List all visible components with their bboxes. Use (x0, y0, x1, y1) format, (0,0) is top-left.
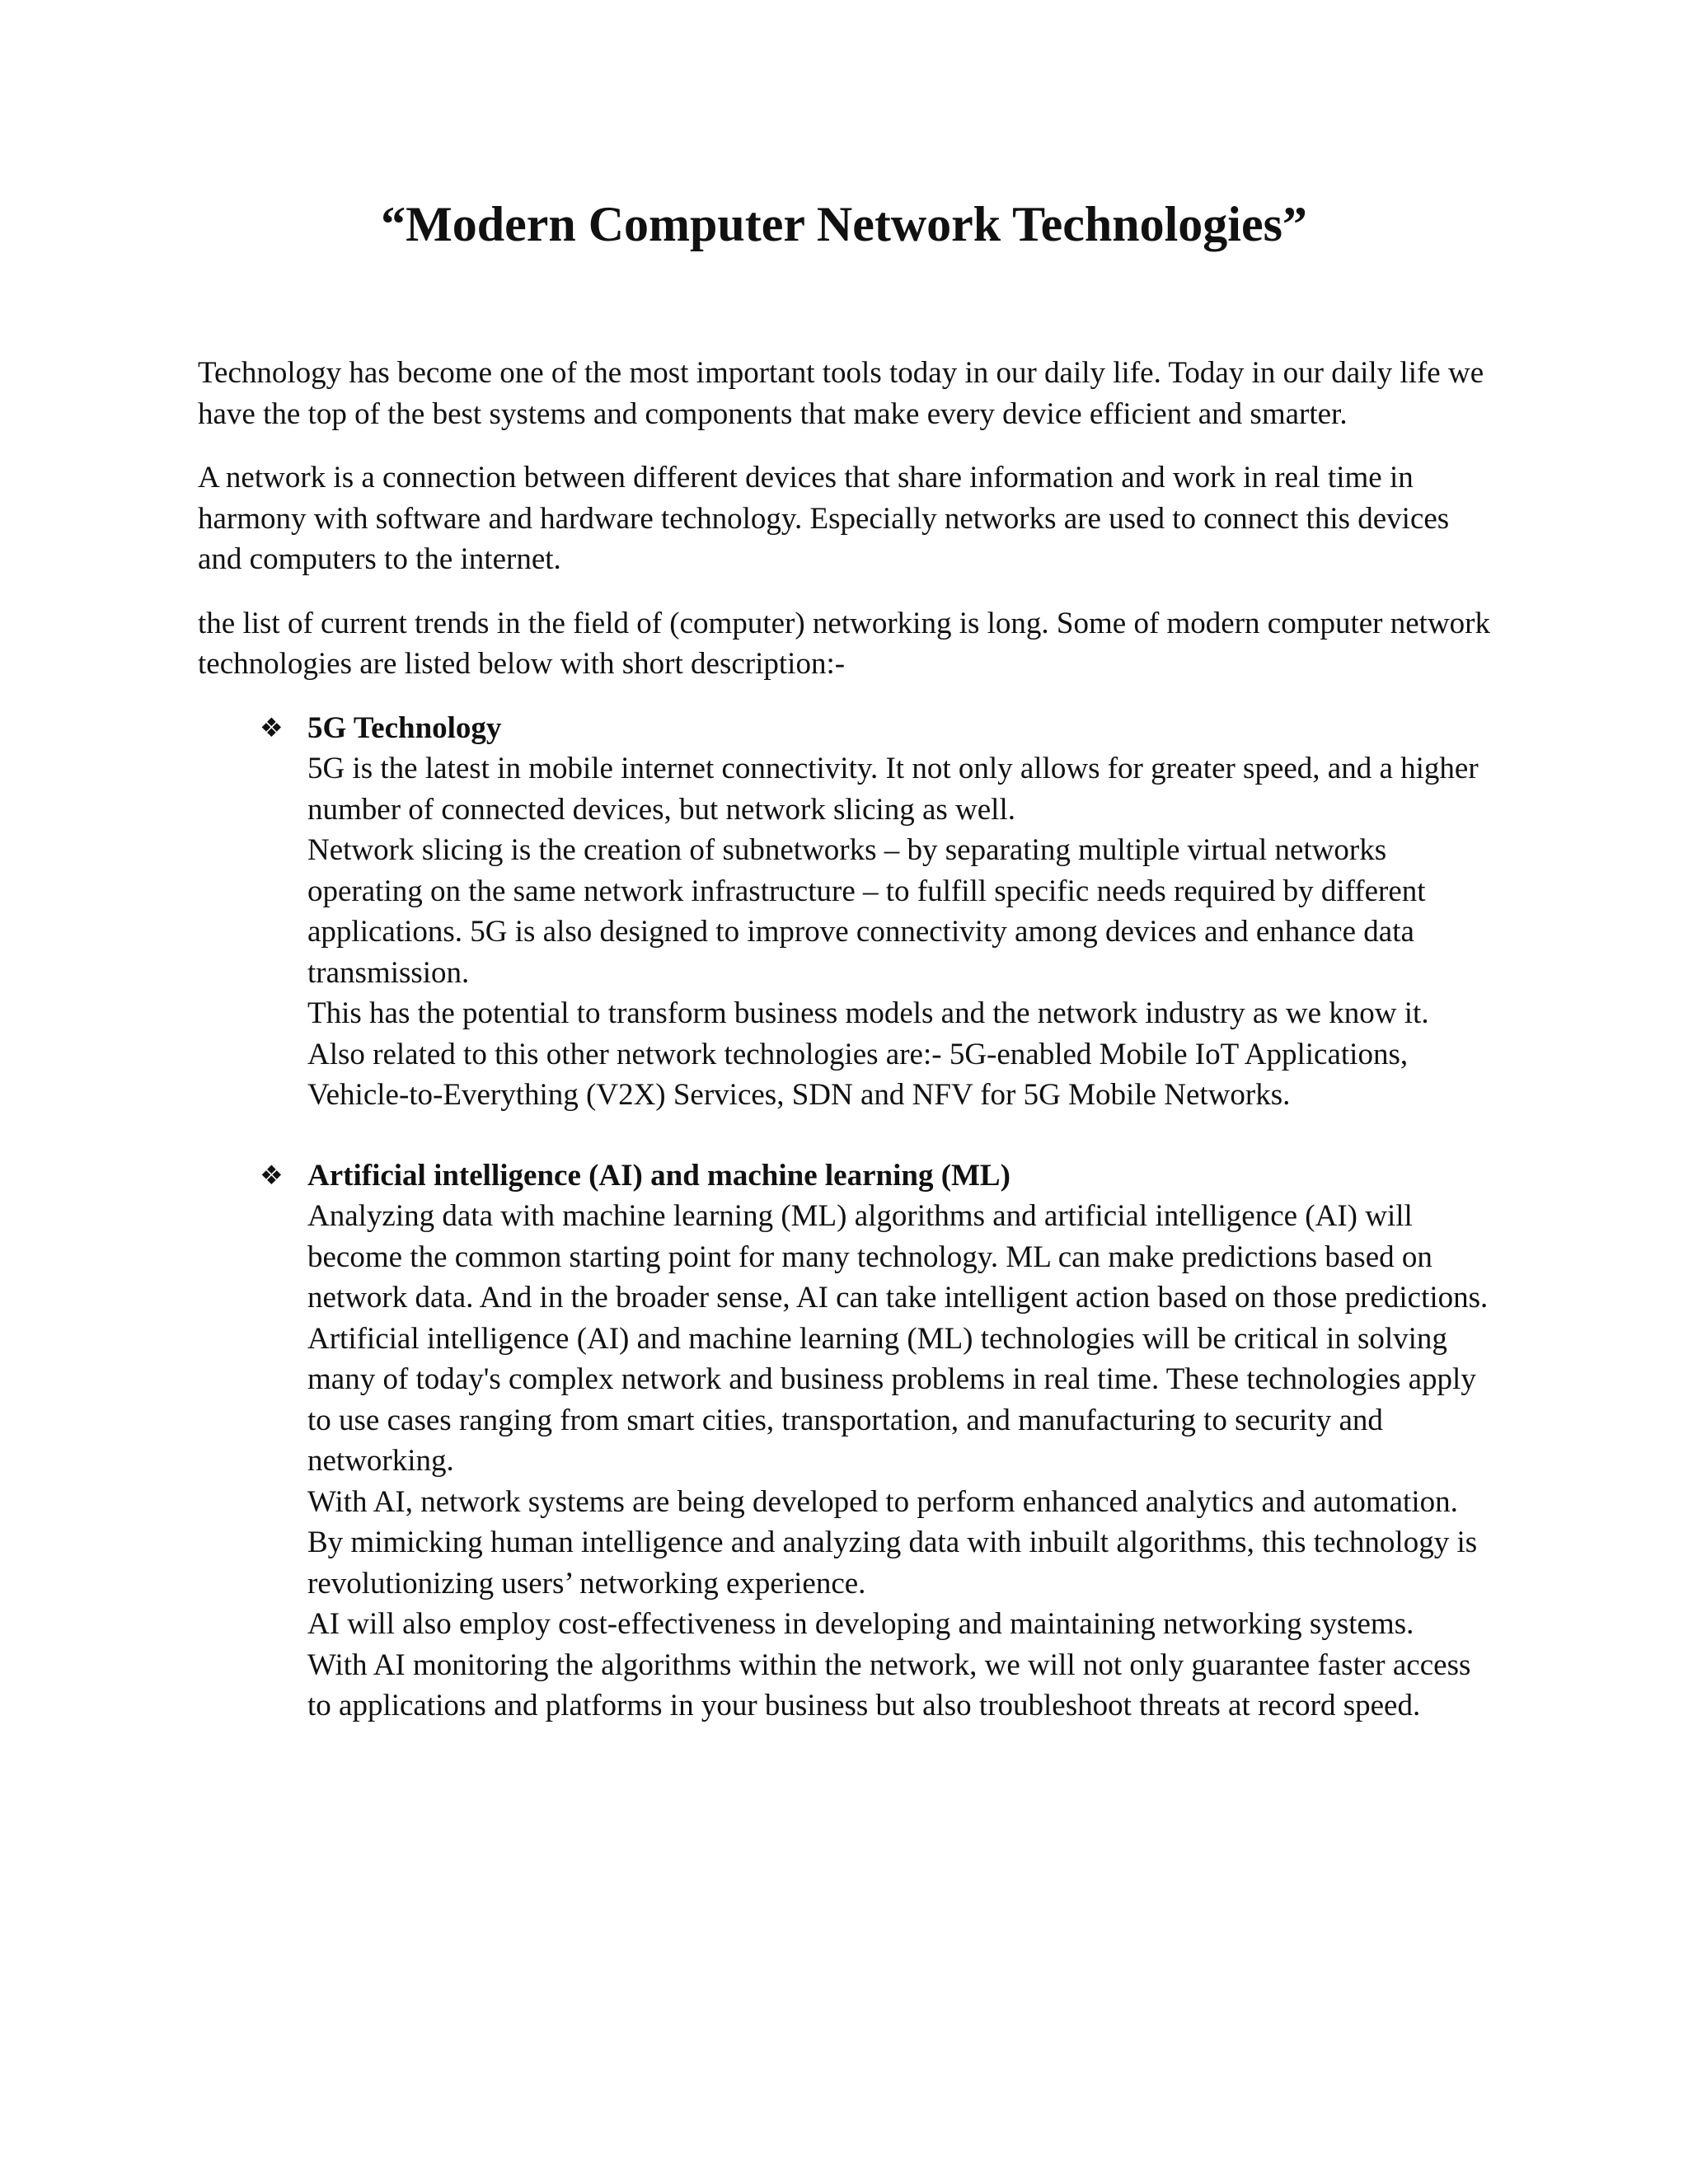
section-line: Also related to this other network technologies are:- 5G-enabled Mobile IoT Applications, Vehicle-to-Everything (V2X) Services, SDN and NFV for 5G Mobile Networks. (307, 1037, 1409, 1112)
diamond-bullet-icon: ❖ (260, 712, 284, 743)
section-line: With AI monitoring the algorithms within the network, we will not only guarantee faster access to applications and platforms in your business but also troubleshoot threats at record speed. (307, 1647, 1471, 1722)
section-line: Network slicing is the creation of subnetworks – by separating multiple virtual networks operating on the same network infrastructure – to fulfill specific needs required by different applications. 5G is also designed to improve connectivity among devices and enhance data transmission. (307, 833, 1426, 990)
section-line: Artificial intelligence (AI) and machine learning (ML) technologies will be critical in solving many of today's complex network and business problems in real time. These technologies apply to use cases ranging from smart cities, transportation, and manufacturing to security and networking. (307, 1321, 1476, 1478)
section-heading-5g: 5G Technology (307, 710, 502, 745)
trends-paragraph: the list of current trends in the field of (computer) networking is long. Some of modern computer network technologies are listed below with short description:- (198, 606, 1491, 681)
section-line: With AI, network systems are being developed to perform enhanced analytics and automation. By mimicking human intelligence and analyzing data with inbuilt algorithms, this technology is revolutionizing users’ networking experience. (307, 1484, 1478, 1601)
section-line: This has the potential to transform business models and the network industry as we know it. (307, 996, 1429, 1030)
list-item-ai-ml (198, 1155, 1500, 1727)
section-heading-ai-ml: Artificial intelligence (AI) and machine learning (ML) (307, 1158, 1010, 1193)
technology-list (198, 708, 1500, 1727)
section-line: Analyzing data with machine learning (ML) algorithms and artificial intelligence (AI) will become the common starting point for many technology. ML can make predictions based on network data. And in the broader sense, AI can take intelligent action based on those predictions. (307, 1199, 1489, 1315)
document-body (198, 353, 1500, 1766)
list-item-5g (198, 708, 1500, 1116)
network-definition-paragraph: A network is a connection between different devices that share information and work in real time in harmony with software and hardware technology. Especially networks are used to connect this devices and computers to the internet. (198, 461, 1450, 576)
document-title: “Modern Computer Network Technologies” (381, 197, 1307, 251)
section-line: 5G is the latest in mobile internet connectivity. It not only allows for greater speed, and a higher number of connected devices, but network slicing as well. (307, 752, 1479, 827)
intro-paragraph: Technology has become one of the most important tools today in our daily life. Today in our daily life we have the top of the best systems and components that make every device efficient and smarter. (198, 356, 1484, 431)
diamond-bullet-icon: ❖ (260, 1160, 284, 1190)
section-line: AI will also employ cost-effectiveness in developing and maintaining networking systems. (307, 1607, 1414, 1641)
